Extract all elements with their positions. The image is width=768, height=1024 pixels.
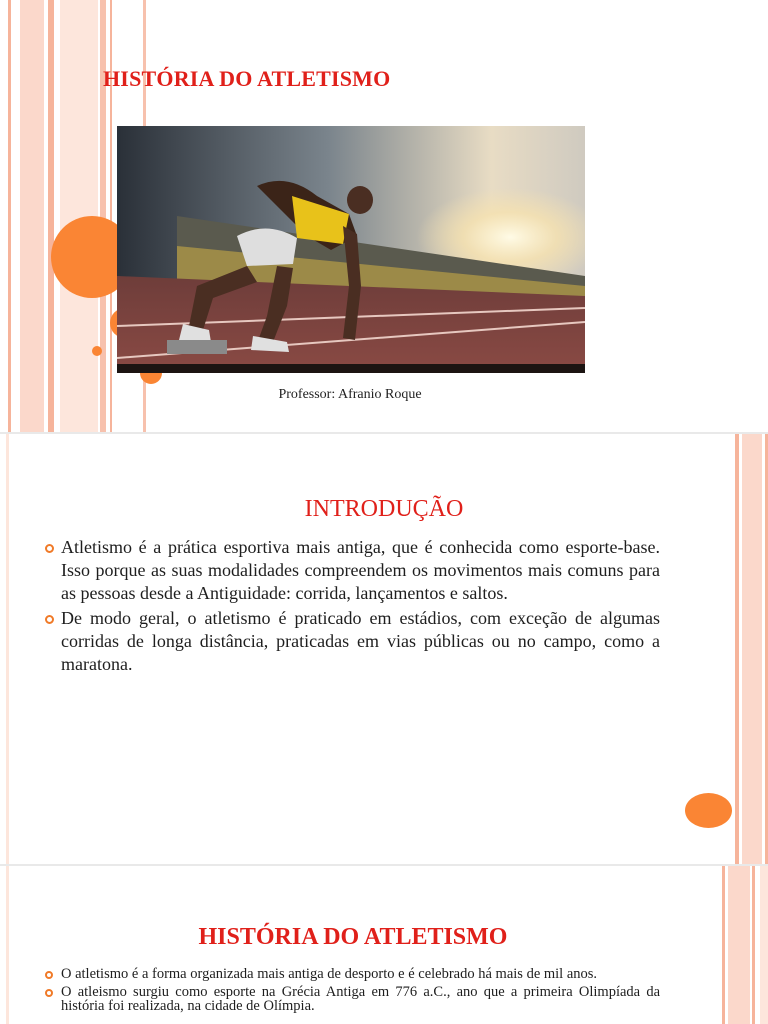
bullet-list	[44, 967, 660, 1017]
presenter-caption: Professor: Afranio Roque	[278, 387, 422, 402]
decor-stripe	[760, 866, 768, 1024]
sprinter-photo	[117, 126, 585, 373]
slide-2	[0, 434, 768, 864]
bullet-icon	[45, 971, 53, 979]
bullet-item	[44, 536, 660, 605]
bullet-text: O atleismo surgiu como esporte na Grécia Antiga em 776 a.C., ano que a primeira Olimpíada da história foi realizada, na cidade de Olímpia.	[61, 984, 660, 1014]
slide-title: INTRODUÇÃO	[304, 496, 464, 522]
bullet-icon	[45, 544, 54, 553]
bullet-item	[44, 985, 660, 1013]
slide-title: HISTÓRIA DO ATLETISMO	[198, 924, 508, 950]
decor-stripe	[752, 866, 755, 1024]
decor-stripe	[110, 0, 112, 432]
decor-stripe	[728, 866, 750, 1024]
bullet-list	[44, 536, 660, 678]
slide-title: HISTÓRIA DO ATLETISMO	[103, 66, 391, 91]
slide-3	[0, 866, 768, 1024]
decor-circle	[685, 793, 732, 828]
bullet-text: O atletismo é a forma organizada mais antiga de desporto e é celebrado há mais de mil anos.	[61, 966, 598, 982]
decor-stripe	[8, 0, 11, 432]
decor-stripe	[20, 0, 44, 432]
bullet-item	[44, 607, 660, 676]
bullet-item	[44, 967, 660, 981]
slide-1	[0, 0, 768, 432]
bullet-icon	[45, 615, 54, 624]
bullet-text: Atletismo é a prática esportiva mais antiga, que é conhecida como esporte-base. Isso porque as suas modalidades compreendem os movimentos mais comuns para as pessoas desde a Antiguidade: corrida, lançamentos e saltos.	[61, 537, 660, 603]
decor-stripe	[48, 0, 54, 432]
bullet-text: De modo geral, o atletismo é praticado em estádios, com exceção de algumas corridas de longa distância, praticadas em vias públicas ou no campo, como a maratona.	[61, 608, 660, 674]
bullet-icon	[45, 989, 53, 997]
decor-stripe	[722, 866, 725, 1024]
decor-circle	[92, 346, 102, 356]
